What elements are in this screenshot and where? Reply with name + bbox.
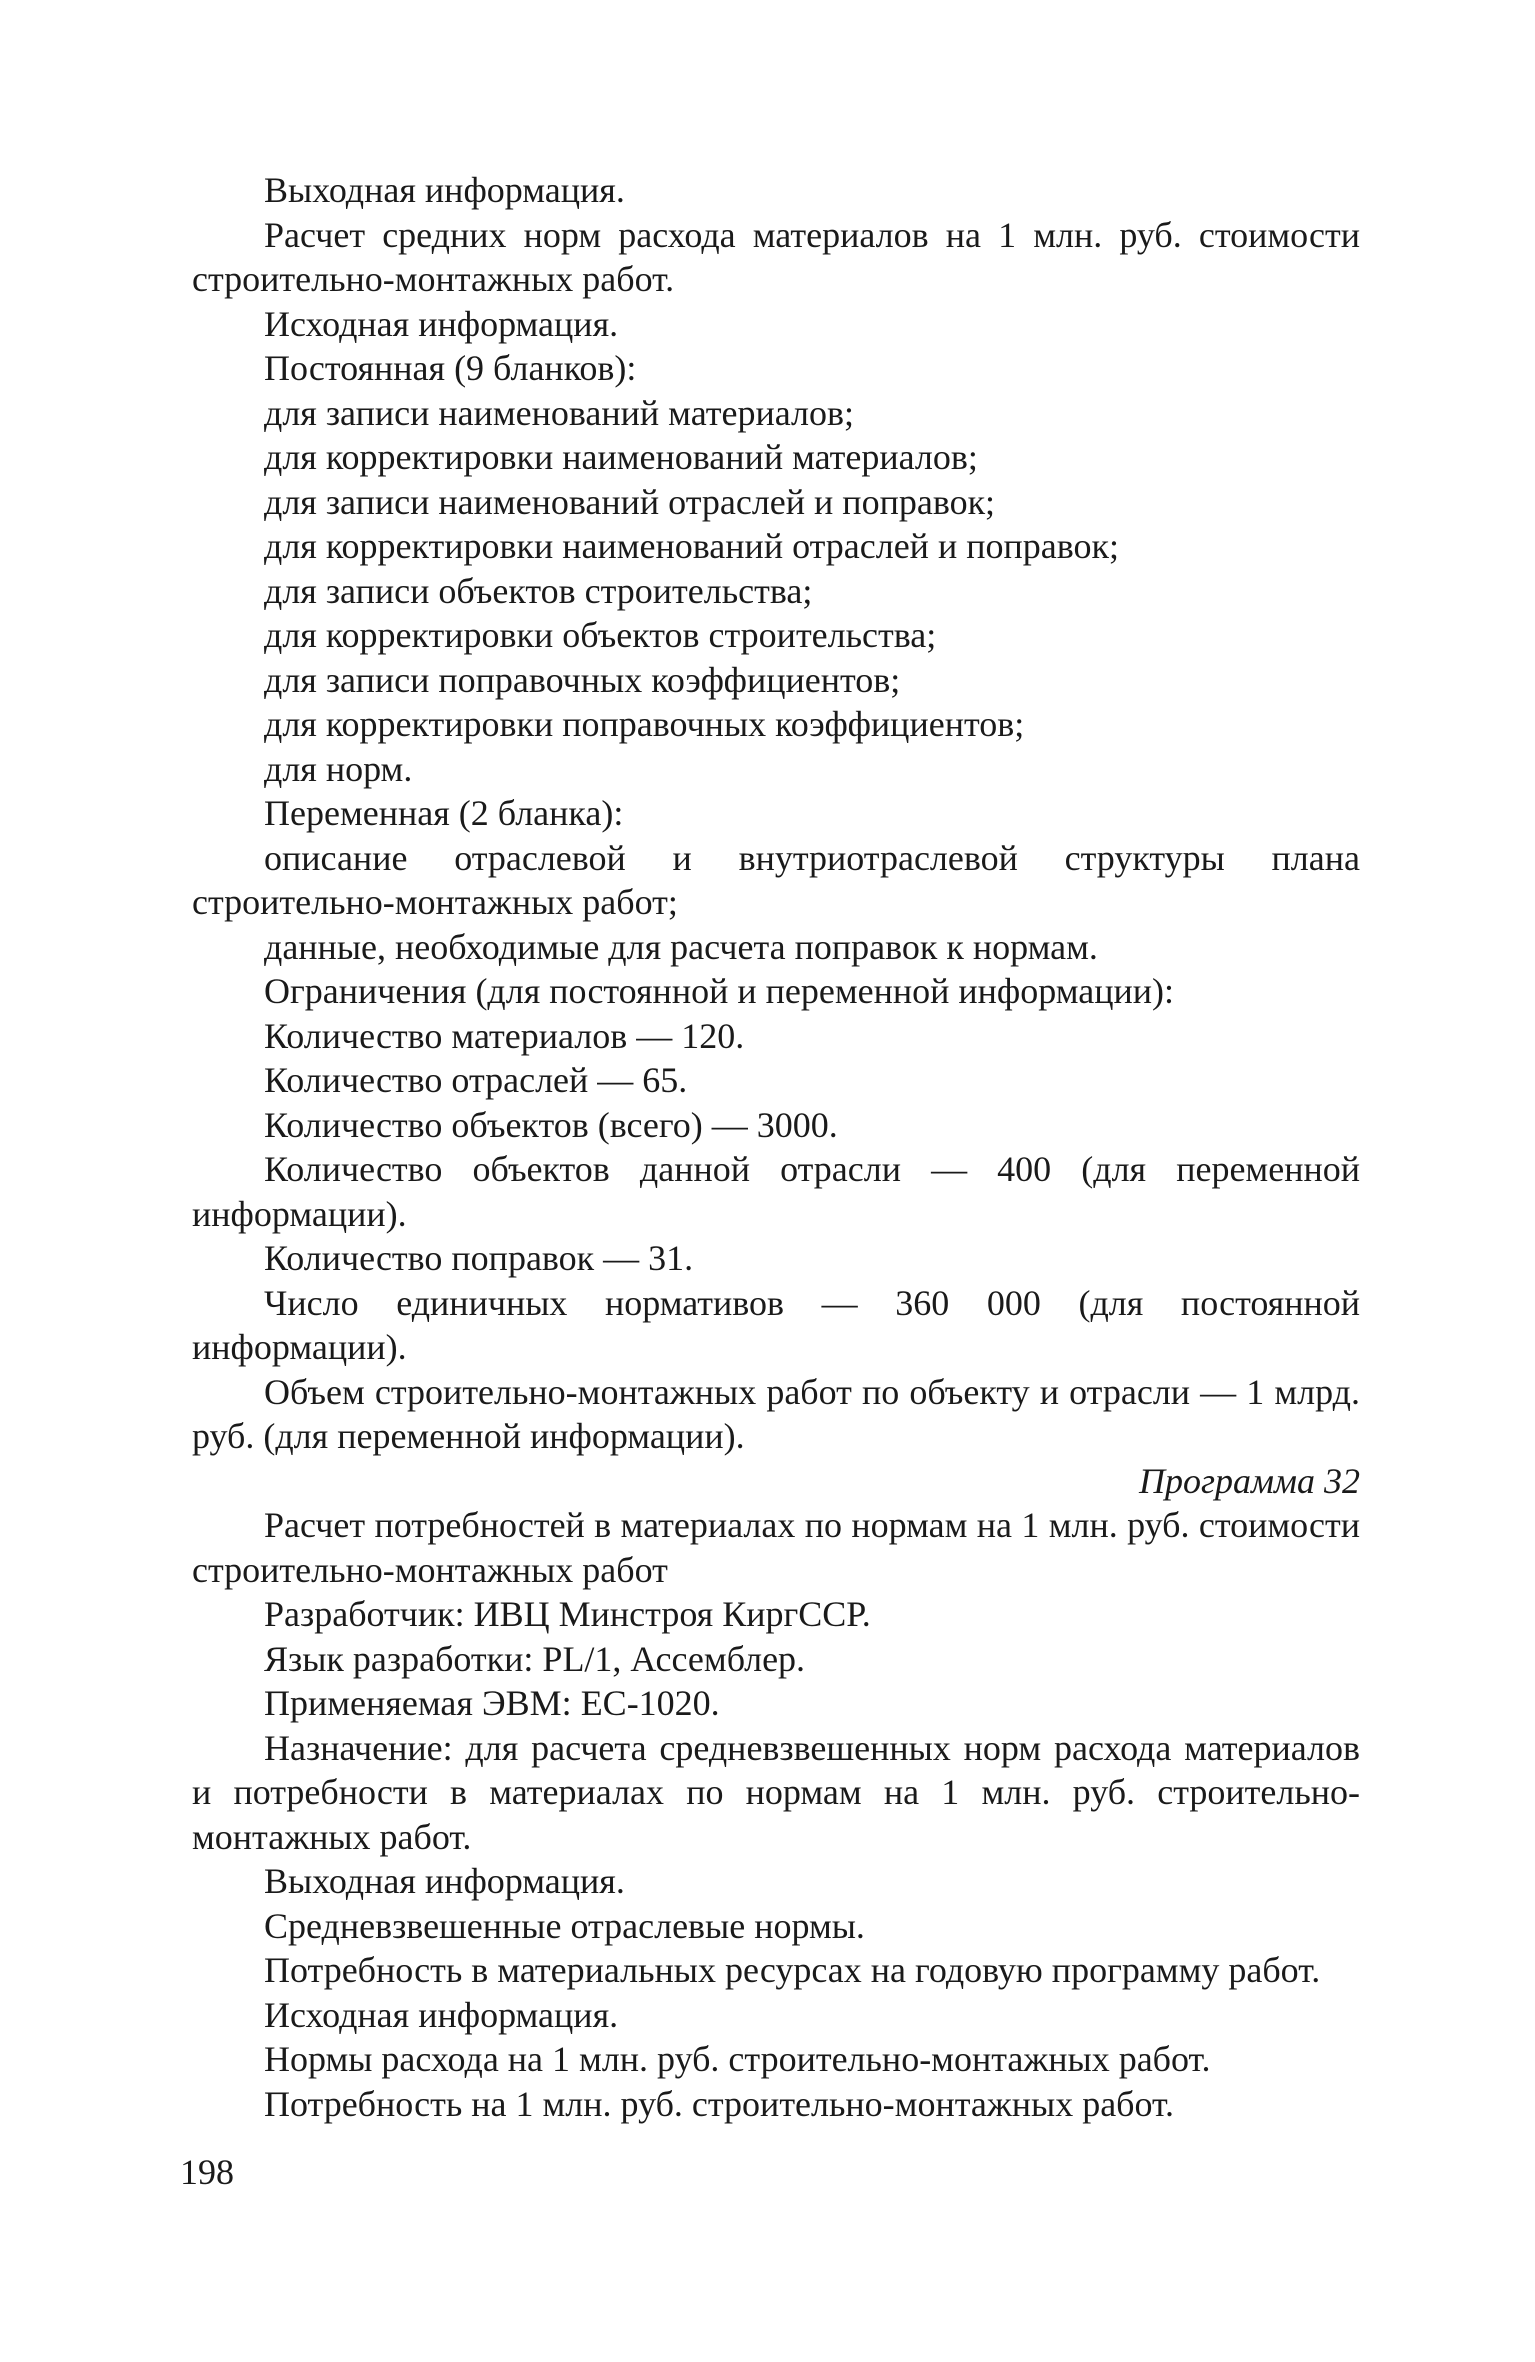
program-paragraph: Нормы расхода на 1 млн. руб. строительно-монтажных работ. (264, 2039, 1211, 2079)
paragraph: для норм. (264, 748, 413, 789)
program-paragraph: Назначение: для расчета средневзвешенных норм расхода материалов и потребности в материалах по нормам на 1 млн. руб. строительно-монтажных работ. (192, 1727, 1360, 1857)
program-paragraph: Применяемая ЭВМ: ЕС-1020. (264, 1683, 720, 1723)
program-paragraph: Разработчик: ИВЦ Минстроя КиргССР. (264, 1594, 871, 1634)
paragraph: для корректировки наименований материалов; (264, 437, 978, 477)
paragraph: Переменная (2 бланка): (264, 793, 624, 833)
paragraph: для записи наименований отраслей и поправок; (264, 481, 996, 522)
paragraph: Исходная информация. (264, 303, 619, 344)
paragraph: Число единичных нормативов — 360 000 (для постоянной информации). (192, 1282, 1360, 1367)
paragraph: описание отраслевой и внутриотраслевой структуры плана строительно-монтажных работ; (192, 837, 1360, 922)
program-paragraph: Средневзвешенные отраслевые нормы. (264, 1905, 865, 1946)
paragraph: Объем строительно-монтажных работ по объекту и отрасли — 1 млрд. руб. (для переменной информации). (192, 1371, 1360, 1456)
paragraph: Расчет средних норм расхода материалов на 1 млн. руб. стоимости строительно-монтажных работ. (192, 214, 1360, 299)
program-heading: Программа 32 (1139, 1460, 1360, 1501)
paragraph: Ограничения (для постоянной и переменной информации): (264, 971, 1175, 1011)
paragraph: данные, необходимые для расчета поправок к нормам. (264, 926, 1098, 967)
program-paragraph: Потребность в материальных ресурсах на годовую программу работ. (264, 1950, 1321, 1990)
paragraph: для записи объектов строительства; (264, 570, 813, 611)
paragraph: Количество объектов (всего) — 3000. (264, 1104, 838, 1145)
page-number: 198 (180, 2152, 234, 2192)
paragraph: Количество поправок — 31. (264, 1238, 694, 1278)
paragraph: Количество объектов данной отрасли — 400 (для переменной информации). (192, 1149, 1360, 1234)
paragraph: для корректировки объектов строительства; (264, 615, 937, 655)
paragraph: для корректировки поправочных коэффициентов; (264, 704, 1025, 744)
page-body (192, 168, 1360, 2126)
paragraph: Постоянная (9 бланков): (264, 348, 637, 388)
paragraph: Выходная информация. (264, 170, 625, 210)
paragraph: для записи наименований материалов; (264, 392, 854, 433)
program-paragraph: Исходная информация. (264, 1994, 619, 2035)
program-paragraph: Расчет потребностей в материалах по нормам на 1 млн. руб. стоимости строительно-монтажных работ (192, 1505, 1360, 1590)
paragraph: Количество отраслей — 65. (264, 1060, 688, 1100)
paragraph: для записи поправочных коэффициентов; (264, 659, 901, 700)
paragraph: для корректировки наименований отраслей и поправок; (264, 526, 1119, 566)
paragraph: Количество материалов — 120. (264, 1015, 745, 1056)
program-paragraph: Язык разработки: PL/1, Ассемблер. (264, 1638, 806, 1679)
program-paragraph: Потребность на 1 млн. руб. строительно-монтажных работ. (264, 2083, 1175, 2124)
program-paragraph: Выходная информация. (264, 1861, 625, 1901)
